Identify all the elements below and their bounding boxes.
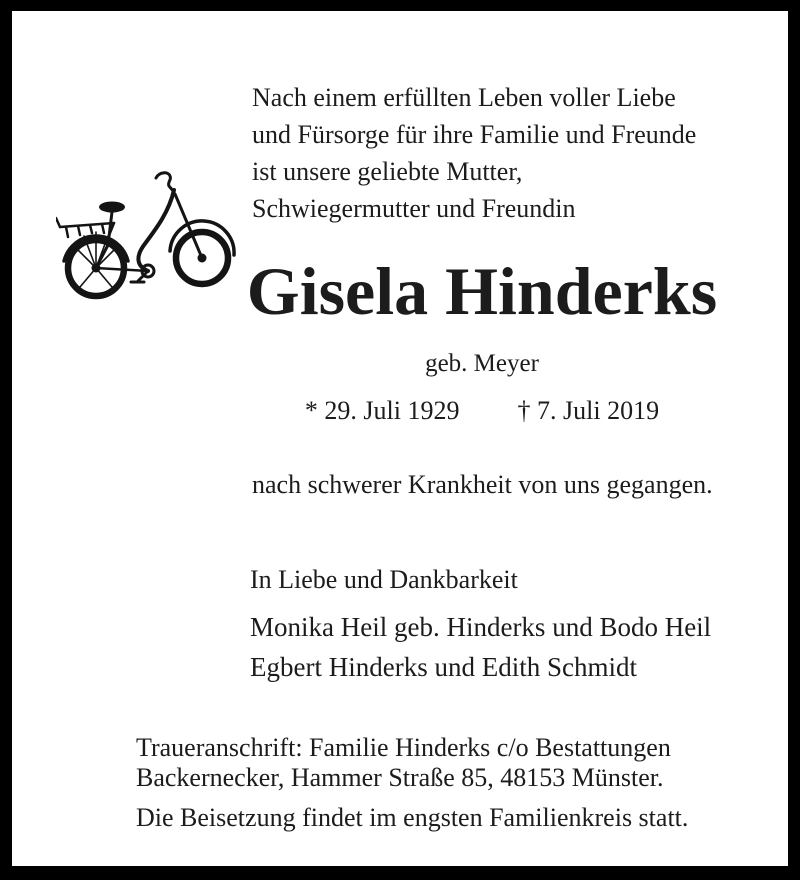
bicycle-icon bbox=[56, 167, 236, 307]
rear-rack bbox=[56, 218, 114, 237]
handlebar bbox=[156, 173, 174, 192]
death-date: † 7. Juli 2019 bbox=[517, 396, 660, 425]
farewell-text: nach schwerer Krankheit von uns gegangen. bbox=[252, 470, 713, 499]
intro-line: Schwiegermutter und Freundin bbox=[252, 194, 576, 223]
closing-text: In Liebe und Dankbarkeit bbox=[250, 565, 518, 594]
address-line: Traueranschrift: Familie Hinderks c/o Bestattungen bbox=[136, 733, 671, 762]
birth-date: * 29. Juli 1929 bbox=[304, 396, 460, 425]
intro-line: ist unsere geliebte Mutter, bbox=[252, 157, 523, 186]
intro-line: Nach einem erfüllten Leben voller Liebe bbox=[252, 83, 676, 112]
maiden-name: geb. Meyer bbox=[425, 350, 539, 377]
life-dates bbox=[240, 396, 724, 426]
chain-stay bbox=[96, 268, 148, 271]
deceased-name: Gisela Hinderks bbox=[246, 253, 718, 329]
pedal bbox=[131, 273, 146, 282]
funeral-note: Die Beisetzung findet im engsten Familienkreis statt. bbox=[136, 803, 689, 832]
mourner-line: Monika Heil geb. Hinderks und Bodo Heil bbox=[250, 612, 712, 642]
intro-line: und Fürsorge für ihre Familie und Freunde bbox=[252, 120, 697, 149]
intro-text bbox=[252, 79, 772, 227]
frame-tube bbox=[138, 190, 174, 271]
obituary-card bbox=[12, 11, 788, 866]
mourning-address bbox=[136, 733, 671, 793]
mourner-line: Egbert Hinderks und Edith Schmidt bbox=[250, 652, 637, 682]
address-line: Backernecker, Hammer Straße 85, 48153 Münster. bbox=[136, 763, 664, 792]
front-hub bbox=[198, 254, 207, 263]
